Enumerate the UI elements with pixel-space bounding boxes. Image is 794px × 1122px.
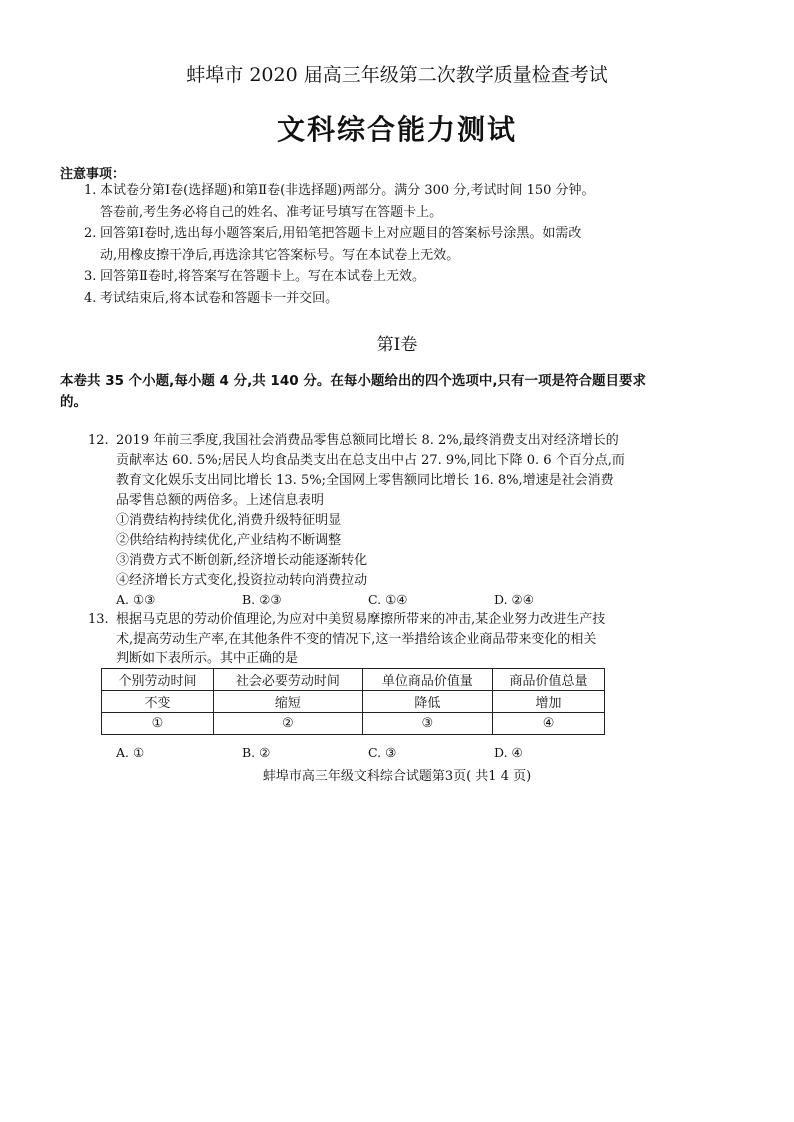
- exam-header: 蚌埠市 2020 届高三年级第二次教学质量检查考试: [186, 64, 608, 86]
- question-12-text: 2019 年前三季度,我国社会消费品零售总额同比增长 8. 2%,最终消费支出对经济增长的: [116, 433, 619, 448]
- question-12-text: 教育文化娱乐支出同比增长 13. 5%;全国网上零售额同比增长 16. 8%,增速是社会消费: [116, 473, 614, 488]
- notice-item-number: 2.: [84, 226, 97, 241]
- table-cell: ②: [213, 713, 362, 735]
- choice-a[interactable]: A. ①③: [116, 592, 156, 607]
- notice-item-1: [84, 180, 595, 224]
- notice-item-3: [84, 266, 425, 288]
- choice-a[interactable]: A. ①: [116, 745, 145, 760]
- table-row: [102, 691, 605, 713]
- table-cell: 不变: [102, 691, 214, 713]
- table-cell: 增加: [493, 691, 605, 713]
- notice-item-text: 本试卷分第Ⅰ卷(选择题)和第Ⅱ卷(非选择题)两部分。满分 300 分,考试时间 150 分钟。: [100, 183, 595, 198]
- table-header-cell: 社会必要劳动时间: [213, 669, 362, 691]
- question-12-statement-2: ②供给结构持续优化,产业结构不断调整: [116, 533, 342, 548]
- question-13-line: [88, 610, 605, 630]
- choice-b[interactable]: B. ②③: [242, 592, 282, 607]
- table-header-cell: 单位商品价值量: [362, 669, 492, 691]
- section-title: 第Ⅰ卷: [376, 335, 418, 355]
- subject-title: 文科综合能力测试: [276, 113, 517, 146]
- choice-c[interactable]: C. ③: [368, 745, 397, 760]
- notice-item-text: 动,用橡皮擦干净后,再选涂其它答案标号。写在本试卷上无效。: [100, 248, 460, 263]
- notice-item-number: 4.: [84, 291, 97, 306]
- table-cell: ④: [493, 713, 605, 735]
- choice-c[interactable]: C. ①④: [368, 592, 408, 607]
- question-12-line: [88, 431, 619, 451]
- table-header-cell: 商品价值总量: [493, 669, 605, 691]
- question-13-text: 判断如下表所示。其中正确的是: [116, 651, 299, 666]
- question-12-choices: [116, 590, 620, 610]
- notice-item-text: 考试结束后,将本试卷和答题卡一并交回。: [100, 291, 339, 306]
- notice-item-text: 答卷前,考生务必将自己的姓名、准考证号填写在答题卡上。: [100, 205, 443, 220]
- notice-item-4: [84, 288, 338, 310]
- table-header-cell: 个别劳动时间: [102, 669, 214, 691]
- question-12-statement-3: ③消费方式不断创新,经济增长动能逐渐转化: [116, 553, 368, 568]
- section-instruction: 本卷共 35 个小题,每小题 4 分,共 140 分。在每小题给出的四个选项中,只有一项是符合题目要求的。: [60, 373, 646, 410]
- question-13-text: 根据马克思的劳动价值理论,为应对中美贸易摩擦所带来的冲击,某企业努力改进生产技: [116, 612, 606, 627]
- question-12-statement-1: ①消费结构持续优化,消费升级特征明显: [116, 513, 342, 528]
- question-13-choices: [116, 743, 620, 763]
- choice-b[interactable]: B. ②: [242, 745, 271, 760]
- table-row: [102, 713, 605, 735]
- question-12-text: 贡献率达 60. 5%;居民人均食品类支出在总支出中占 27. 9%,同比下降 0. 6 个百分点,而: [116, 453, 625, 468]
- table-cell: ①: [102, 713, 214, 735]
- table-cell: 降低: [362, 691, 492, 713]
- table-header-row: [102, 669, 605, 691]
- question-12-statement-4: ④经济增长方式变化,投资拉动转向消费拉动: [116, 573, 368, 588]
- question-12-text: 品零售总额的两倍多。上述信息表明: [116, 493, 325, 508]
- value-change-table: [101, 668, 605, 735]
- choice-d[interactable]: D. ②④: [494, 592, 534, 607]
- notice-item-text: 回答第Ⅱ卷时,将答案写在答题卡上。写在本试卷上无效。: [100, 269, 425, 284]
- choice-d[interactable]: D. ④: [494, 745, 523, 760]
- question-12-number: 12.: [88, 433, 109, 448]
- table-cell: ③: [362, 713, 492, 735]
- table-cell: 缩短: [213, 691, 362, 713]
- notice-item-number: 1.: [84, 183, 97, 198]
- question-13-text: 术,提高劳动生产率,在其他条件不变的情况下,这一举措给该企业商品带来变化的相关: [116, 632, 597, 647]
- notice-item-number: 3.: [84, 269, 97, 284]
- question-13-number: 13.: [88, 612, 109, 627]
- notice-heading: 注意事项：: [60, 167, 126, 182]
- notice-item-text: 回答第Ⅰ卷时,选出每小题答案后,用铅笔把答题卡上对应题目的答案标号涂黑。如需改: [100, 226, 582, 241]
- page-footer: 蚌埠市高三年级文科综合试题第3页( 共1 4 页): [262, 769, 532, 784]
- notice-item-2: [84, 223, 581, 267]
